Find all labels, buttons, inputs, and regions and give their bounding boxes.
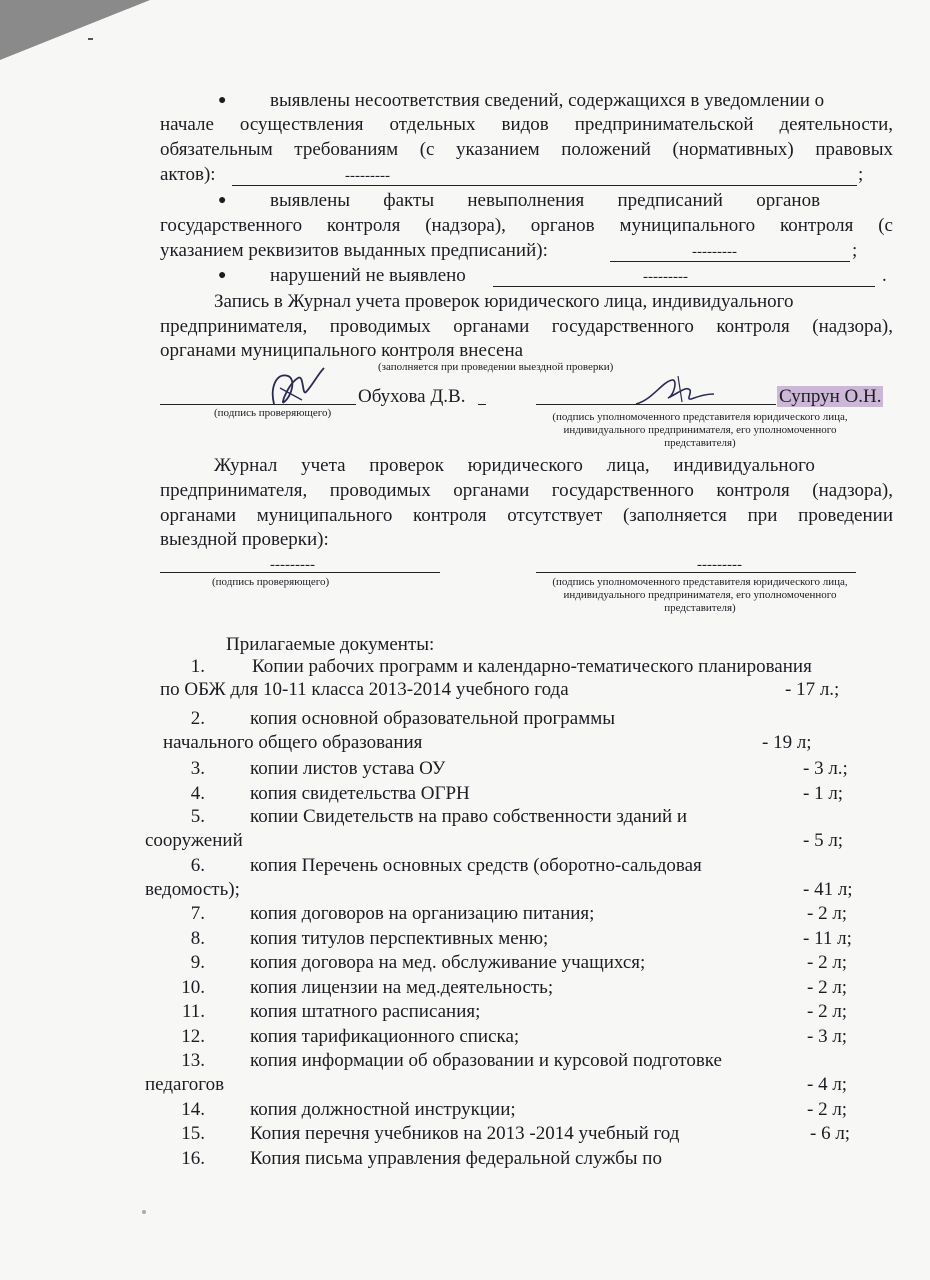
attachment-number: 5. (190, 806, 205, 827)
attachment-page-count: - 2 л; (807, 1001, 848, 1022)
bullet-dot: ● (218, 268, 227, 283)
attachment-text-continued: по ОБЖ для 10-11 класса 2013-2014 учебного года (160, 679, 569, 700)
attachment-number: 6. (190, 855, 205, 876)
bullet1-line2: начале осуществления отдельных видов предпринимательской деятельности, (160, 114, 893, 135)
attachment-text: копия Перечень основных средств (оборотно-сальдовая (250, 855, 702, 876)
bullet-dot: ● (218, 93, 227, 108)
attachment-text: Копии рабочих программ и календарно-тематического планирования (252, 656, 812, 677)
signature-line (160, 572, 440, 573)
absent-line4: выездной проверки): (160, 529, 329, 550)
semicolon: ; (852, 240, 858, 261)
attachment-text: копия основной образовательной программы (250, 708, 616, 729)
attachment-page-count: - 5 л; (803, 830, 844, 851)
signature-line (160, 404, 356, 405)
attachment-page-count: - 41 л; (803, 879, 853, 900)
journal-line1: Запись в Журнал учета проверок юридического лица, индивидуального (214, 291, 794, 312)
attachment-text: копии Свидетельств на право собственности зданий и (250, 806, 688, 827)
bullet1-line1: выявлены несоответствия сведений, содержащихся в уведомлении о (270, 90, 825, 111)
attachment-number: 11. (181, 1001, 205, 1022)
representative-signature (632, 372, 717, 412)
blank-dash: --------- (270, 557, 315, 573)
attachment-page-count: - 2 л; (807, 1099, 848, 1120)
attachment-text: копия договора на мед. обслуживание учащихся; (250, 952, 646, 973)
bullet2-line3: указанием реквизитов выданных предписаний): (160, 240, 548, 261)
blank-dash: --------- (697, 557, 742, 573)
inspector-caption: (подпись проверяющего) (212, 576, 330, 588)
semicolon: ; (858, 164, 864, 185)
attachment-page-count: - 1 л; (803, 783, 844, 804)
attachment-text: копия информации об образовании и курсовой подготовке (250, 1050, 722, 1071)
attachment-page-count: - 2 л; (807, 977, 848, 998)
period: . (882, 265, 887, 286)
bullet1-line3: обязательным требованиям (с указанием положений (нормативных) правовых (160, 139, 893, 160)
blank-line (232, 185, 857, 186)
attachment-text-continued: сооружений (145, 830, 243, 851)
attachment-number: 13. (181, 1050, 205, 1071)
journal-note: (заполняется при проведении выездной проверки) (378, 361, 614, 373)
attachment-page-count: - 4 л; (807, 1074, 848, 1095)
attachment-text: копия титулов перспективных меню; (250, 928, 549, 949)
journal-line3: органами муниципального контроля внесена (160, 340, 524, 361)
absent-line3: органами муниципального контроля отсутствует (заполняется при проведении (160, 505, 893, 526)
inspector-name: Обухова Д.В. (358, 386, 466, 407)
attachment-number: 7. (190, 903, 205, 924)
blank-line (493, 286, 875, 287)
attachment-page-count: - 19 л; (762, 732, 812, 753)
blank-dash: --------- (643, 269, 688, 285)
signature-line (536, 572, 856, 573)
blank-line (610, 261, 850, 262)
attachment-text: копия должностной инструкции; (250, 1099, 516, 1120)
attachment-number: 3. (190, 758, 205, 779)
representative-name (777, 386, 883, 408)
blank-dash: --------- (692, 244, 737, 260)
bullet2-line2: государственного контроля (надзора), органов муниципального контроля (с (160, 215, 893, 236)
attachment-page-count: - 17 л.; (785, 679, 840, 700)
attachment-page-count: - 3 л.; (803, 758, 848, 779)
attachment-text: Копия перечня учебников на 2013 -2014 учебный год (250, 1123, 680, 1144)
bullet-dot: ● (218, 193, 227, 208)
attachment-number: 12. (181, 1026, 205, 1047)
attachment-text: копия штатного расписания; (250, 1001, 481, 1022)
attachment-text-continued: ведомость); (145, 879, 240, 900)
attachment-number: 9. (190, 952, 205, 973)
inspector-caption: (подпись проверяющего) (214, 407, 332, 419)
attachment-number: 1. (190, 656, 205, 677)
attachment-text: копия свидетельства ОГРН (250, 783, 470, 804)
bullet3-line1: нарушений не выявлено (270, 265, 466, 286)
attachment-text: копия лицензии на мед.деятельность; (250, 977, 554, 998)
scan-speck (88, 38, 93, 40)
attachment-number: 14. (181, 1099, 205, 1120)
attachment-number: 16. (181, 1148, 205, 1169)
signature-line (536, 404, 776, 405)
page-fold-corner (0, 0, 150, 60)
attachment-page-count: - 6 л; (810, 1123, 851, 1144)
bullet2-line1: выявлены факты невыполнения предписаний органов (270, 190, 821, 211)
journal-line2: предпринимателя, проводимых органами государственного контроля (надзора), (160, 316, 893, 337)
scan-speck (142, 1210, 146, 1214)
attachment-number: 8. (190, 928, 205, 949)
attachment-text: копия договоров на организацию питания; (250, 903, 595, 924)
attachment-text: Копия письма управления федеральной службы по (250, 1148, 662, 1169)
bullet1-line4: актов): (160, 164, 216, 185)
attachment-page-count: - 11 л; (803, 928, 852, 949)
attachment-page-count: - 2 л; (807, 903, 848, 924)
attachments-heading: Прилагаемые документы: (226, 634, 435, 655)
signature-line (478, 404, 486, 405)
attachment-text: копии листов устава ОУ (250, 758, 446, 779)
absent-line2: предпринимателя, проводимых органами государственного контроля (надзора), (160, 480, 893, 501)
attachment-number: 4. (190, 783, 205, 804)
attachment-number: 10. (181, 977, 205, 998)
attachment-page-count: - 2 л; (807, 952, 848, 973)
attachment-number: 2. (190, 708, 205, 729)
attachment-text: копия тарификационного списка; (250, 1026, 520, 1047)
representative-caption: (подпись уполномоченного представителя юридического лица, индивидуального предпринимателя, его уполномоченного представителя) (552, 411, 848, 449)
representative-name-text: Супрун О.Н. (779, 386, 882, 407)
attachment-page-count: - 3 л; (807, 1026, 848, 1047)
absent-line1: Журнал учета проверок юридического лица, индивидуального (214, 455, 815, 476)
attachment-number: 15. (181, 1123, 205, 1144)
representative-caption: (подпись уполномоченного представителя юридического лица, индивидуального предпринимателя, его уполномоченного представителя) (552, 576, 848, 614)
attachment-text-continued: начального общего образования (163, 732, 423, 753)
attachment-text-continued: педагогов (145, 1074, 225, 1095)
blank-dash: --------- (345, 168, 390, 184)
